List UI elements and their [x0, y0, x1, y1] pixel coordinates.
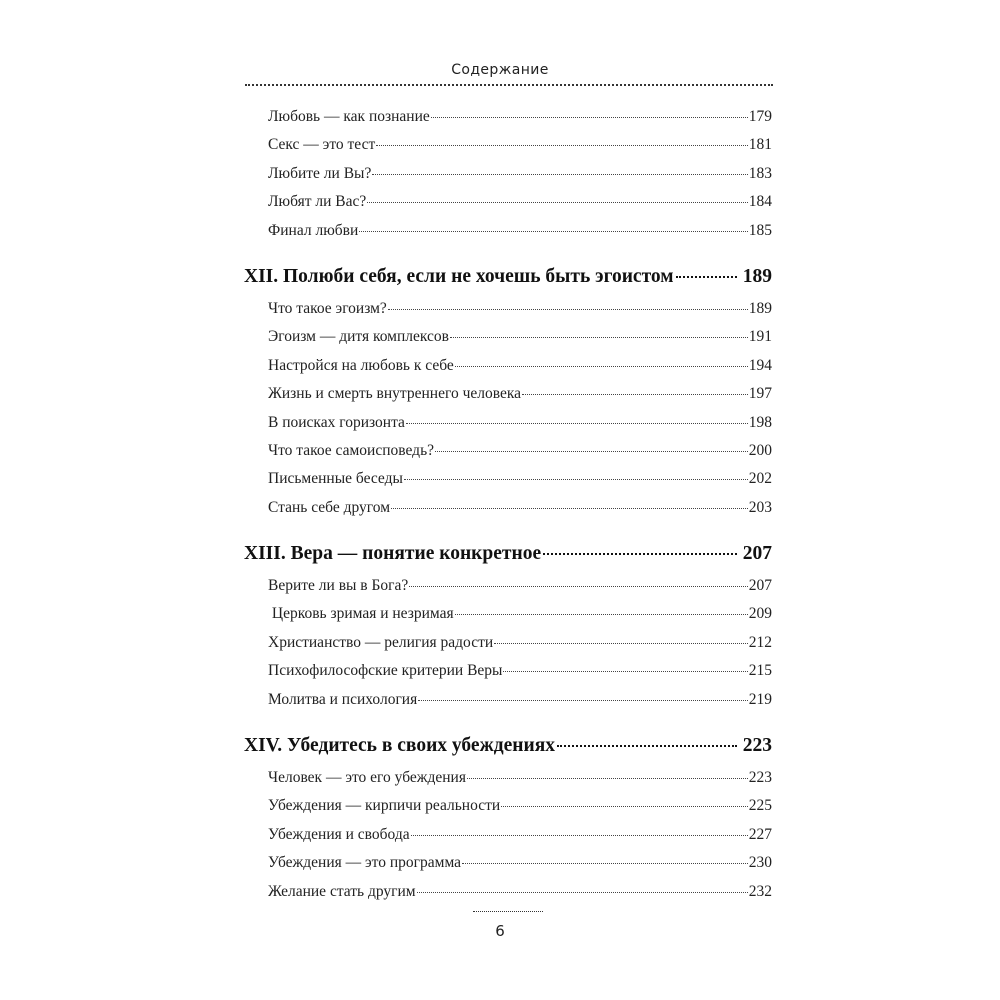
toc-entry	[244, 826, 772, 854]
page-ref: 232	[748, 882, 772, 900]
toc-entry	[244, 499, 772, 527]
chapter-title: XIV. Убедитесь в своих убеждениях	[244, 735, 556, 757]
page-ref: 189	[742, 265, 772, 287]
dot-leader	[676, 276, 737, 278]
toc-chapter	[244, 735, 772, 763]
table-of-contents	[244, 108, 772, 911]
toc-entry	[244, 193, 772, 221]
toc-entry	[244, 108, 772, 136]
entry-title: Любовь — как познание	[268, 108, 430, 125]
entry-title: Что такое эгоизм?	[268, 299, 387, 317]
dot-leader	[450, 337, 748, 338]
dot-leader	[462, 863, 748, 864]
page-ref: 212	[748, 633, 772, 651]
page-ref: 230	[748, 854, 772, 872]
entry-title: Убеждения и свобода	[268, 825, 410, 843]
page-ref: 197	[748, 385, 772, 403]
entry-title: Молитва и психология	[268, 690, 418, 708]
dot-leader	[467, 778, 748, 779]
dot-leader	[359, 231, 747, 232]
page-ref: 207	[748, 577, 772, 595]
toc-entry	[244, 357, 772, 385]
page-ref: 227	[748, 825, 772, 843]
dot-leader	[372, 174, 747, 175]
page-ref: 183	[748, 164, 772, 182]
page-ref: 189	[748, 299, 772, 317]
page-ref: 185	[748, 221, 772, 239]
dot-leader	[431, 117, 748, 118]
page-ref: 219	[748, 690, 772, 708]
header-dotted-rule	[245, 84, 773, 86]
page-ref: 202	[748, 470, 772, 488]
page-ref: 223	[742, 735, 772, 757]
toc-entry	[244, 328, 772, 356]
toc-entry	[244, 165, 772, 193]
page-ref: 207	[742, 543, 772, 565]
toc-entry	[244, 769, 772, 797]
dot-leader	[388, 309, 748, 310]
toc-entry	[244, 605, 772, 633]
dot-leader	[404, 479, 748, 480]
running-header: Содержание	[451, 62, 549, 78]
page-ref: 181	[748, 136, 772, 154]
dot-leader	[418, 700, 748, 701]
toc-entry	[244, 385, 772, 413]
dot-leader	[409, 586, 747, 587]
entry-title: Христианство — религия радости	[268, 633, 494, 651]
entry-title: Жизнь и смерть внутреннего человека	[268, 385, 522, 403]
entry-title: Убеждения — кирпичи реальности	[268, 797, 501, 815]
entry-title: Любите ли Вы?	[268, 164, 372, 182]
page-ref: 223	[748, 769, 772, 787]
page-ref: 194	[748, 356, 772, 374]
dot-leader	[503, 671, 747, 672]
dot-leader	[494, 643, 748, 644]
toc-entry	[244, 691, 772, 719]
entry-title: Церковь зримая и незримая	[268, 605, 454, 623]
page-ref: 184	[748, 193, 772, 211]
page-ref: 198	[748, 413, 772, 431]
toc-entry	[244, 577, 772, 605]
page-ref: 203	[748, 498, 772, 516]
chapter-title: XII. Полюби себя, если не хочешь быть эгоистом	[244, 265, 674, 287]
entry-title: Что такое самоисповедь?	[268, 441, 435, 459]
toc-chapter	[244, 266, 772, 294]
dot-leader	[455, 366, 748, 367]
entry-title: Финал любви	[268, 221, 359, 239]
entry-title: Верите ли вы в Бога?	[268, 577, 409, 595]
dot-leader	[522, 394, 748, 395]
page-ref: 209	[748, 605, 772, 623]
dot-leader	[501, 806, 748, 807]
toc-entry	[244, 300, 772, 328]
entry-title: Убеждения — это программа	[268, 854, 462, 872]
entry-title: Человек — это его убеждения	[268, 769, 466, 787]
page-ref: 191	[748, 328, 772, 346]
footer-dotted-rule	[473, 911, 543, 912]
entry-title: В поисках горизонта	[268, 413, 405, 431]
dot-leader	[406, 423, 748, 424]
page-ref: 215	[748, 662, 772, 680]
entry-title: Стань себе другом	[268, 498, 391, 516]
toc-chapter	[244, 543, 772, 571]
entry-title: Настройся на любовь к себе	[268, 356, 454, 374]
dot-leader	[417, 892, 748, 893]
dot-leader	[455, 614, 748, 615]
dot-leader	[367, 202, 747, 203]
toc-entry	[244, 662, 772, 690]
toc-entry	[244, 883, 772, 911]
entry-title: Любят ли Вас?	[268, 193, 367, 211]
toc-entry	[244, 442, 772, 470]
toc-entry	[244, 797, 772, 825]
page-ref: 225	[748, 797, 772, 815]
entry-title: Эгоизм — дитя комплексов	[268, 328, 449, 346]
dot-leader	[411, 835, 748, 836]
dot-leader	[376, 145, 748, 146]
toc-entry	[244, 634, 772, 662]
toc-entry	[244, 136, 772, 164]
entry-title: Психофилософские критерии Веры	[268, 662, 503, 680]
dot-leader	[391, 508, 748, 509]
dot-leader	[543, 553, 737, 555]
entry-title: Письменные беседы	[268, 470, 403, 488]
page-ref: 200	[748, 441, 772, 459]
toc-entry	[244, 854, 772, 882]
entry-title: Желание стать другим	[268, 882, 416, 900]
toc-entry	[244, 414, 772, 442]
dot-leader	[435, 451, 748, 452]
chapter-title: XIII. Вера — понятие конкретное	[244, 543, 542, 565]
dot-leader	[557, 745, 737, 747]
entry-title: Секс — это тест	[268, 136, 376, 154]
toc-entry	[244, 470, 772, 498]
page-number: 6	[495, 922, 505, 940]
page-ref: 179	[748, 108, 772, 125]
toc-entry	[244, 222, 772, 250]
